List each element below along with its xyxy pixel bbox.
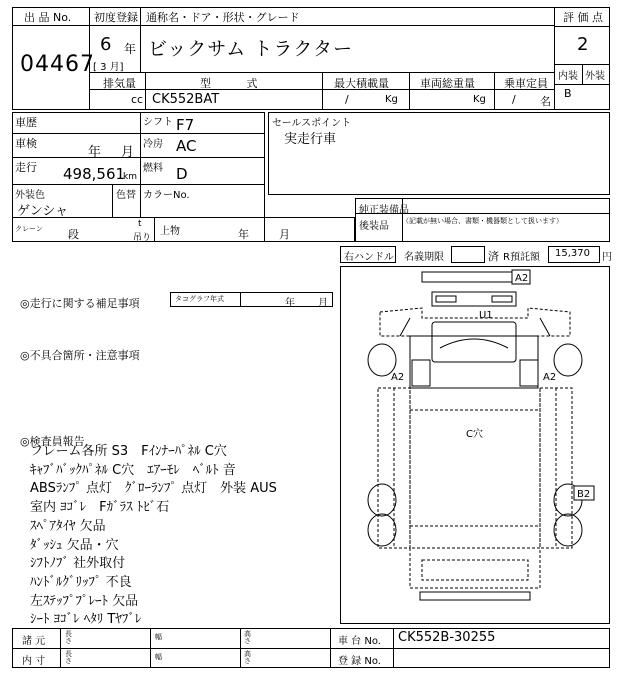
tacho-year: 年 xyxy=(285,298,295,309)
inspection-label: 車検 xyxy=(15,137,37,150)
interior-grade: B xyxy=(564,87,572,100)
capacity-unit: 名 xyxy=(540,95,551,108)
inner-width-label: 幅 xyxy=(155,653,162,661)
tacho-month: 月 xyxy=(318,298,328,309)
capacity-slash: / xyxy=(512,93,516,106)
color-change-label: 色替 xyxy=(116,190,136,201)
first-reg-year-unit: 年 xyxy=(124,42,137,56)
wheel-rear-right-2 xyxy=(554,514,582,546)
lot-number: 04467 xyxy=(20,52,95,77)
inspection-month: 月 xyxy=(121,145,135,160)
report-line: ｽﾍﾟｱﾀｲﾔ 欠品 xyxy=(30,518,106,534)
shift-label: シフト xyxy=(143,117,173,128)
model-code: CK552BAT xyxy=(152,92,220,107)
cab-step-left xyxy=(412,360,430,386)
report-line: ｷｬﾌﾞﾊﾞｯｸﾊﾟﾈﾙ C穴 ｴｱｰﾓﾚ ﾍﾞﾙﾄ 音 xyxy=(30,462,236,478)
max-load-label: 最大積載量 xyxy=(334,77,389,90)
inner-height-label: 高さ xyxy=(244,650,251,665)
divider xyxy=(393,628,394,668)
report-line: ﾀﾞｯｼｭ 欠品・穴 xyxy=(30,537,119,553)
loading-year: 年 xyxy=(238,228,249,241)
inner-length-label: 長さ xyxy=(65,650,72,665)
tacho-label: タコグラフ年式 xyxy=(175,295,224,303)
report-line: 室内 ﾖｺﾞﾚ Fｶﾞﾗｽ ﾄﾋﾞ石 xyxy=(30,500,170,516)
chassis-number: CK552B-30255 xyxy=(398,630,496,645)
sales-point-text: 実走行車 xyxy=(284,132,337,147)
fuel-value: D xyxy=(176,165,188,183)
car-name-label: 通称名・ドア・形状・グレード xyxy=(146,11,300,24)
dims-label: 諸 元 xyxy=(22,636,46,647)
divider xyxy=(150,628,151,668)
mileage-value: 498,561 xyxy=(63,165,126,183)
windshield-arc xyxy=(440,339,508,348)
diagram-label-a2-left: A2 xyxy=(391,372,405,383)
lot-label: 出 品 No. xyxy=(24,11,72,24)
km-unit: km xyxy=(123,172,137,182)
interior-dims-label: 内 寸 xyxy=(22,656,46,667)
capacity-label: 乗車定員 xyxy=(504,77,548,90)
std-equip-label: 純正装備品 xyxy=(359,205,409,216)
diagram-label-a2-right: A2 xyxy=(543,372,557,383)
chassis-label: 車 台 No. xyxy=(338,636,381,647)
chassis-cross xyxy=(410,410,540,526)
windshield xyxy=(432,322,516,362)
crane-hang-unit: 吊り xyxy=(133,233,152,243)
color-no-label: カラーNo. xyxy=(143,190,190,201)
headlight-left xyxy=(436,296,456,302)
rear-bumper xyxy=(420,592,530,600)
chassis-fold xyxy=(394,388,556,548)
inspection-year: 年 xyxy=(88,145,102,160)
loading-month: 月 xyxy=(279,228,290,241)
steering-value: 右ハンドル xyxy=(344,252,394,263)
divider xyxy=(60,628,61,668)
shift-value: F7 xyxy=(176,116,195,134)
fuel-label: 燃料 xyxy=(143,163,163,174)
ac-value: AC xyxy=(176,137,197,155)
stamp-label: 済 xyxy=(488,250,499,263)
ext-color-label: 外装色 xyxy=(15,190,45,201)
defects-label: ◎不具合箇所・注意事項 xyxy=(20,349,140,362)
aftermarket-label: 後装品 xyxy=(359,221,389,232)
chassis-center xyxy=(410,388,540,548)
exterior-label: 外装 xyxy=(585,71,605,82)
score-value: 2 xyxy=(577,34,589,55)
front-grille xyxy=(432,292,516,306)
ac-label: 冷房 xyxy=(143,139,163,150)
report-line: 左ｽﾃｯﾌﾟﾌﾟﾚｰﾄ 欠品 xyxy=(30,593,139,609)
report-line: フレーム各所 S3 Fｲﾝﾅｰﾊﾟﾈﾙ C穴 xyxy=(30,444,227,459)
diagram-label-u1: U1 xyxy=(479,310,493,321)
model-label: 型 式 xyxy=(200,77,274,90)
history-label: 車歴 xyxy=(15,116,37,129)
registration-label: 登 録 No. xyxy=(338,656,381,667)
inspector-label: ◎検査員報告 xyxy=(20,435,85,448)
aftermarket-note: （記載が無い場合、書類・機器類として扱います） xyxy=(402,217,563,225)
rear-frame xyxy=(410,548,540,588)
report-line: ｼｰﾄ ﾖｺﾞﾚ ﾍﾀﾘ Tﾔﾌﾞﾚ xyxy=(30,612,142,628)
ext-color-value: ゲンシャ xyxy=(17,204,69,219)
dims-width-label: 幅 xyxy=(155,633,162,641)
recycle-value: 15,370 xyxy=(555,248,590,259)
cab-step-right xyxy=(520,360,538,386)
rear-inner xyxy=(422,560,528,580)
name-change-label: 名義期限 xyxy=(404,252,444,263)
loading-label: 上物 xyxy=(160,226,180,237)
mileage-label: 走行 xyxy=(15,161,37,174)
wheel-rear-left-2 xyxy=(368,514,396,546)
interior-label: 内装 xyxy=(558,71,578,82)
headlight-right xyxy=(492,296,512,302)
diagram-label-c-hole: C穴 xyxy=(466,429,483,440)
crane-label: クレーン xyxy=(15,225,43,233)
first-reg-month: [ 3 月] xyxy=(93,62,124,73)
dims-length-label: 長さ xyxy=(65,630,72,645)
displacement-label: 排気量 xyxy=(103,77,136,90)
supplement-label: ◎走行に関する補足事項 xyxy=(20,297,140,310)
wheel-front-right xyxy=(554,344,582,376)
recycle-label: R預託額 xyxy=(503,252,540,263)
first-reg-label: 初度登録 xyxy=(94,11,138,24)
first-reg-year: 6 xyxy=(100,34,112,55)
diagram-label-b2: B2 xyxy=(577,489,591,500)
divider xyxy=(12,648,610,649)
crane-stage-unit: 段 xyxy=(68,228,79,241)
report-line: ｼﾌﾄﾉﾌﾞ 社外取付 xyxy=(30,556,126,572)
gross-weight-kg: Kg xyxy=(473,94,486,105)
front-bar xyxy=(422,272,529,284)
diagram-label-a2-top: A2 xyxy=(515,273,529,284)
cab-roof xyxy=(400,318,550,336)
max-load-slash: / xyxy=(345,93,349,106)
car-name: ビックサム トラクター xyxy=(148,38,353,60)
yen-unit: 円 xyxy=(602,252,612,263)
divider xyxy=(330,628,331,668)
dims-height-label: 高さ xyxy=(244,630,251,645)
score-label: 評 価 点 xyxy=(563,11,603,24)
crane-t-unit: t xyxy=(138,219,142,229)
report-line: ABSﾗﾝﾌﾟ 点灯 ｸﾞﾛｰﾗﾝﾌﾟ 点灯 外装 AUS xyxy=(30,481,277,497)
report-line: ﾊﾝﾄﾞﾙｸﾞﾘｯﾌﾟ 不良 xyxy=(30,574,132,590)
wheel-rear-left-1 xyxy=(368,484,396,516)
max-load-kg: Kg xyxy=(385,94,398,105)
sales-point-label: セールスポイント xyxy=(272,118,352,129)
gross-weight-label: 車両総重量 xyxy=(420,77,475,90)
cc-unit: cc xyxy=(131,93,144,106)
divider xyxy=(240,628,241,668)
